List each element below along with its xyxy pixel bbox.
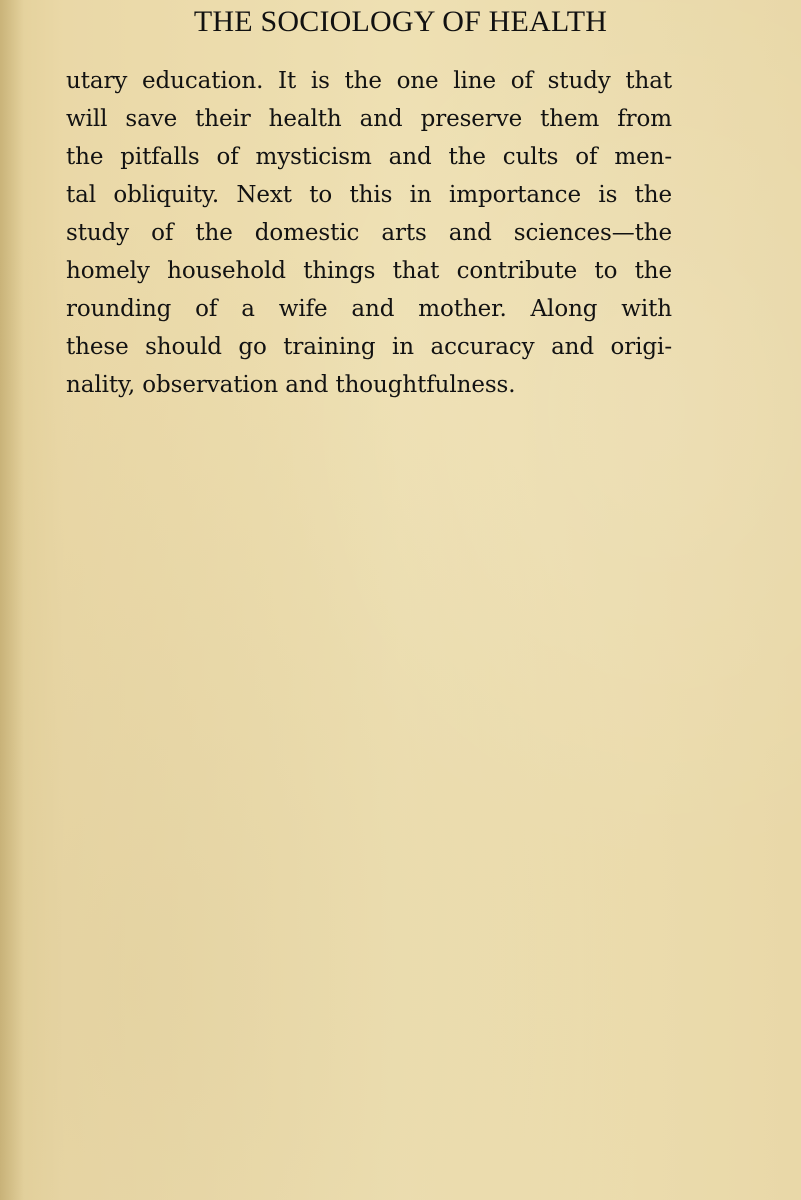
- text-line-6: homely household things that contribute to the: [66, 258, 672, 284]
- body-paragraph: [66, 62, 672, 404]
- text-line-2: will save their health and preserve them from: [66, 106, 672, 132]
- running-head: THE SOCIOLOGY OF HEALTH: [193, 5, 608, 38]
- text-line-1: utary education. It is the one line of study that: [66, 68, 672, 94]
- text-line-3: the pitfalls of mysticism and the cults of men-: [66, 144, 672, 170]
- text-line-7: rounding of a wife and mother. Along with: [66, 296, 672, 322]
- text-line-5: study of the domestic arts and sciences—the: [66, 220, 672, 246]
- reverse-page-show-through: [58, 405, 748, 1075]
- text-line-4: tal obliquity. Next to this in importance is the: [66, 182, 672, 208]
- page-edge-shadow: [0, 0, 24, 1200]
- text-line-8: these should go training in accuracy and origi-: [66, 334, 672, 360]
- text-line-9: nality, observation and thoughtfulness.: [66, 372, 516, 398]
